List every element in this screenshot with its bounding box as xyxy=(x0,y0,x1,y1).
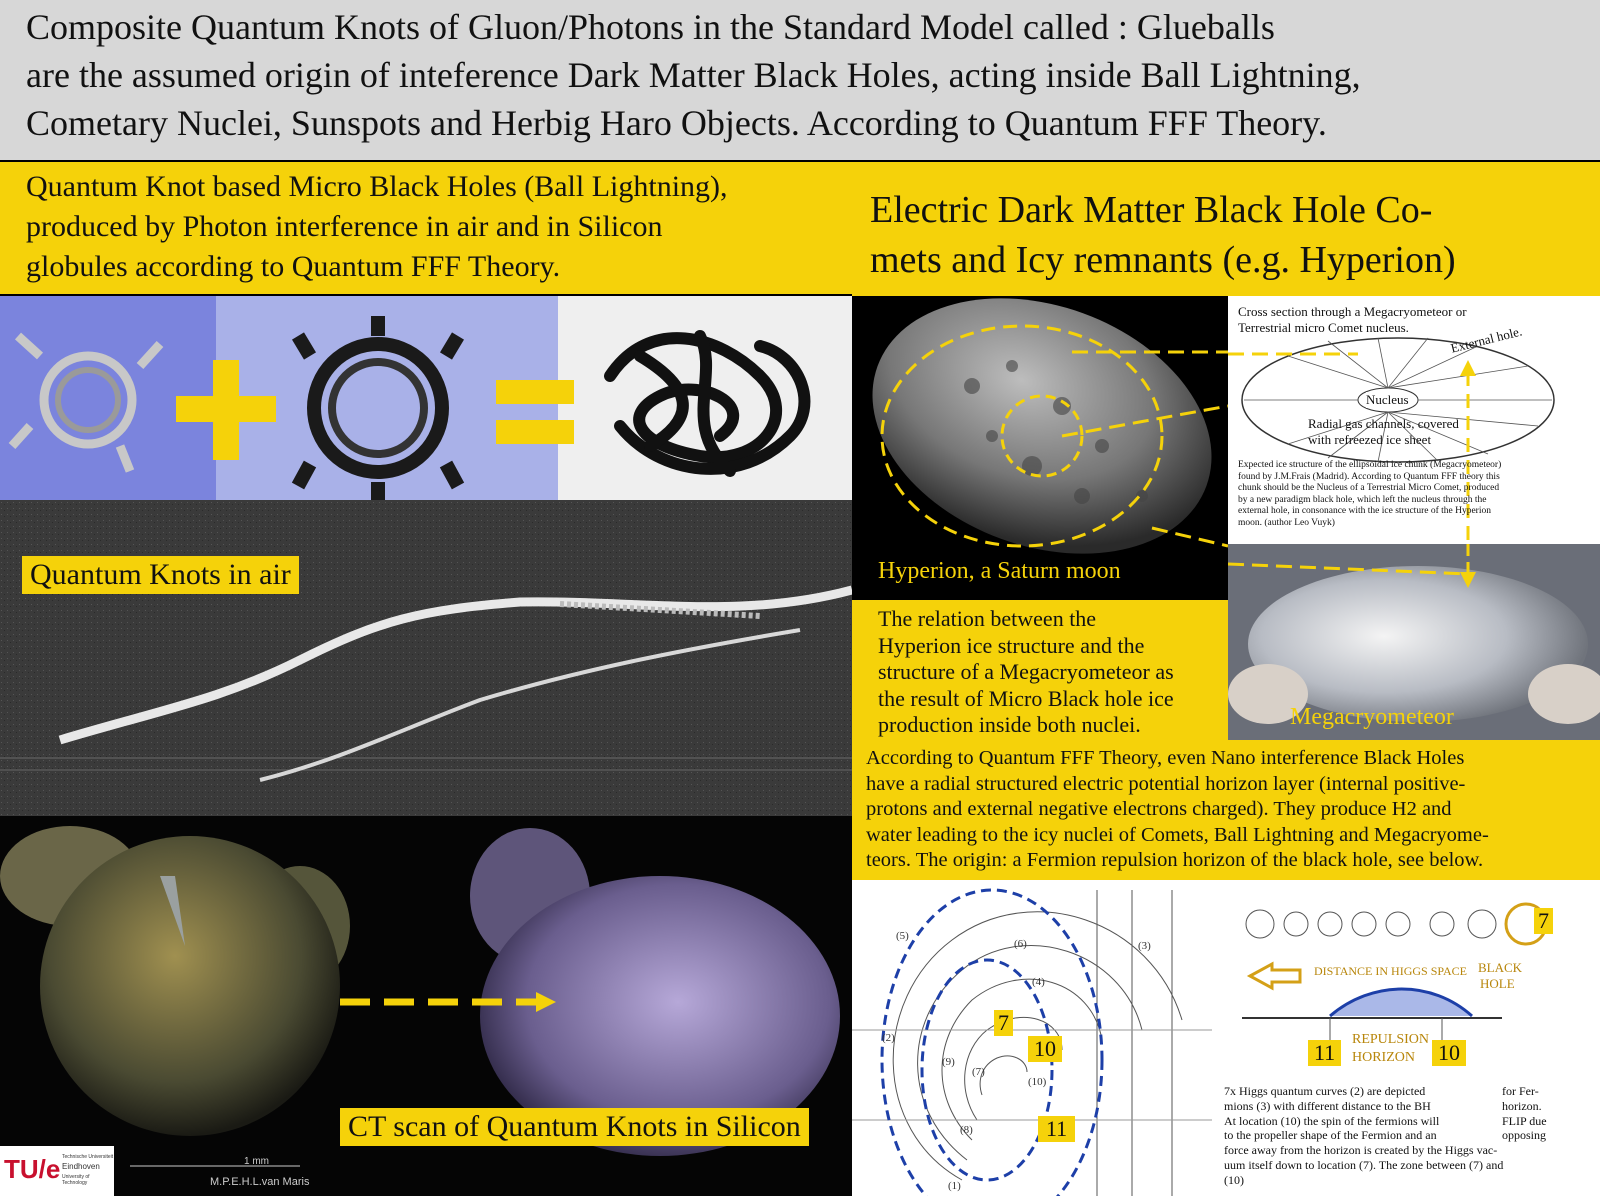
expected-line: found by J.M.Frais (Madrid). According to Quantum FFF theory this xyxy=(1238,471,1500,482)
curve-label-6: (6) xyxy=(1014,938,1027,950)
distance-higgs-label: DISTANCE IN HIGGS SPACE xyxy=(1314,964,1467,978)
cross-section-diagram xyxy=(1228,296,1600,544)
left-title-line-1: Quantum Knot based Micro Black Holes (Ball Lightning), xyxy=(26,170,728,203)
right-title-panel xyxy=(852,162,1600,296)
megacryometeor-label: Megacryometeor xyxy=(1290,704,1454,730)
fff-line: water leading to the icy nuclei of Comets, Ball Lightning and Megacryome- xyxy=(866,823,1489,846)
relation-text-panel xyxy=(852,600,1228,740)
hyperion-label: Hyperion, a Saturn moon xyxy=(878,558,1121,584)
curve-label-5: (5) xyxy=(896,930,909,942)
higgs-line: mions (3) with different distance to the BH xyxy=(1224,1098,1431,1113)
black-hole-label-2: HOLE xyxy=(1480,976,1515,991)
curve-label-9: (9) xyxy=(942,1056,955,1068)
relation-text xyxy=(878,606,1174,739)
higgs-side-line: for Fer- xyxy=(1502,1084,1539,1098)
curve-label-8: (8) xyxy=(960,1124,973,1136)
header-line-2: are the assumed origin of inteference Dark Matter Black Holes, acting inside Ball Lightning, xyxy=(26,55,1361,95)
ct-scan-label: CT scan of Quantum Knots in Silicon xyxy=(340,1108,809,1146)
curve-label-4: (4) xyxy=(1032,976,1045,988)
expected-line: moon. (author Leo Vuyk) xyxy=(1238,517,1335,528)
higgs-line: 7x Higgs quantum curves (2) are depicted xyxy=(1224,1084,1426,1098)
curve-label-10: (10) xyxy=(1028,1076,1047,1088)
left-title-line-2: produced by Photon interference in air and in Silicon xyxy=(26,210,663,243)
repulsion-diagram xyxy=(1212,880,1600,1196)
relation-line: production inside both nuclei. xyxy=(878,712,1141,737)
repulsion-num-11: 11 xyxy=(1308,1040,1341,1066)
radial-label-1: Radial gas channels, covered xyxy=(1308,416,1459,431)
relation-line: structure of a Megacryometeor as xyxy=(878,659,1174,684)
credit-label: M.P.E.H.L.van Maris xyxy=(210,1176,310,1188)
curve-label-1: (1) xyxy=(948,1180,961,1192)
higgs-line: to the propeller shape of the Fermion and an xyxy=(1224,1128,1437,1143)
spiral-diagram xyxy=(852,880,1212,1196)
knot-equation-illustration xyxy=(0,296,852,500)
higgs-side-block xyxy=(1502,1084,1547,1143)
repulsion-label-1: REPULSION xyxy=(1352,1032,1430,1047)
higgs-line: At location (10) the spin of the fermions will xyxy=(1224,1113,1440,1128)
curve-label-3: (3) xyxy=(1138,940,1151,952)
repulsion-num-7: 7 xyxy=(1534,908,1553,934)
repulsion-label-2: HORIZON xyxy=(1352,1050,1415,1065)
knots-in-air-photo xyxy=(0,500,852,816)
fff-theory-panel xyxy=(852,740,1600,880)
hyperion-photo xyxy=(852,296,1228,600)
expected-line: external hole, in consonance with the ice structure of the Hyperion xyxy=(1238,506,1491,516)
higgs-line: (10) xyxy=(1224,1172,1244,1187)
expected-line: by a new paradigm black hole, which left the nucleus through the xyxy=(1238,494,1487,505)
cross-title-1: Cross section through a Megacryometeor or xyxy=(1238,304,1467,319)
higgs-line: force away from the horizon is created by the Higgs vac- xyxy=(1224,1143,1498,1158)
tue-logo-sub3: University of Technology xyxy=(62,1174,90,1186)
fff-line: have a radial structured electric potential horizon layer (internal positive- xyxy=(866,772,1466,795)
tue-logo xyxy=(0,1146,114,1196)
tue-logo-sub2: Eindhoven xyxy=(62,1162,100,1171)
header-line-1: Composite Quantum Knots of Gluon/Photons in the Standard Model called : Glueballs xyxy=(26,7,1275,47)
ct-scan-photo xyxy=(0,816,852,1196)
right-title-line-2: mets and Icy remnants (e.g. Hyperion) xyxy=(870,239,1456,281)
knot-equation-row xyxy=(0,296,852,500)
expected-text-block xyxy=(1238,460,1501,529)
left-title-line-3: globules according to Quantum FFF Theory. xyxy=(26,250,561,283)
spiral-num-7: 7 xyxy=(994,1010,1013,1036)
black-hole-label-1: BLACK xyxy=(1478,960,1523,975)
tue-logo-sub1: Technische Universiteit xyxy=(62,1154,114,1160)
higgs-side-line: FLIP due xyxy=(1502,1113,1547,1128)
expected-line: chunk should be the Nucleus of a Terrestrial Micro Comet, produced xyxy=(1238,483,1500,493)
knots-in-air-label: Quantum Knots in air xyxy=(22,556,299,594)
relation-line: The relation between the xyxy=(878,606,1097,631)
fff-line: teors. The origin: a Fermion repulsion horizon of the black hole, see below. xyxy=(866,849,1484,872)
knots-air-trace-graphic xyxy=(0,500,852,816)
left-title-panel xyxy=(0,162,852,294)
spiral-num-10: 10 xyxy=(1028,1036,1062,1062)
repulsion-num-10: 10 xyxy=(1432,1040,1466,1066)
header-banner xyxy=(0,0,1600,160)
fff-theory-text xyxy=(866,746,1489,874)
external-hole-label: External hole. xyxy=(1449,323,1524,356)
cross-title-2: Terrestrial micro Comet nucleus. xyxy=(1238,320,1409,335)
higgs-text-block xyxy=(1224,1084,1503,1188)
hyperion-moon-graphic xyxy=(852,296,1228,600)
radial-label-2: with refreezed ice sheet xyxy=(1308,432,1432,447)
scale-label: 1 mm xyxy=(244,1156,269,1167)
fff-line: protons and external negative electrons charged). They produce H2 and xyxy=(866,798,1452,821)
curve-label-2: (2) xyxy=(882,1032,895,1044)
relation-line: Hyperion ice structure and the xyxy=(878,632,1145,658)
relation-line: the result of Micro Black hole ice xyxy=(878,685,1174,711)
higgs-line: uum itself down to location (7). The zone between (7) and xyxy=(1224,1157,1504,1172)
expected-line: Expected ice structure of the ellipsoidal ice chunk (Megacryometeor) xyxy=(1238,460,1502,470)
header-line-3: Cometary Nuclei, Sunspots and Herbig Haro Objects. According to Quantum FFF Theory. xyxy=(26,103,1327,143)
curve-label-7: (7) xyxy=(972,1066,985,1078)
higgs-side-line: horizon. xyxy=(1502,1098,1542,1113)
higgs-side-line: opposing xyxy=(1502,1128,1547,1143)
megacryometeor-photo xyxy=(1228,544,1600,740)
tue-logo-text: TU/e xyxy=(4,1154,61,1184)
fff-line: According to Quantum FFF Theory, even Nano interference Black Holes xyxy=(866,747,1465,769)
nucleus-label: Nucleus xyxy=(1366,392,1409,407)
spiral-num-11: 11 xyxy=(1038,1116,1075,1142)
right-title-line-1: Electric Dark Matter Black Hole Co- xyxy=(870,189,1433,231)
